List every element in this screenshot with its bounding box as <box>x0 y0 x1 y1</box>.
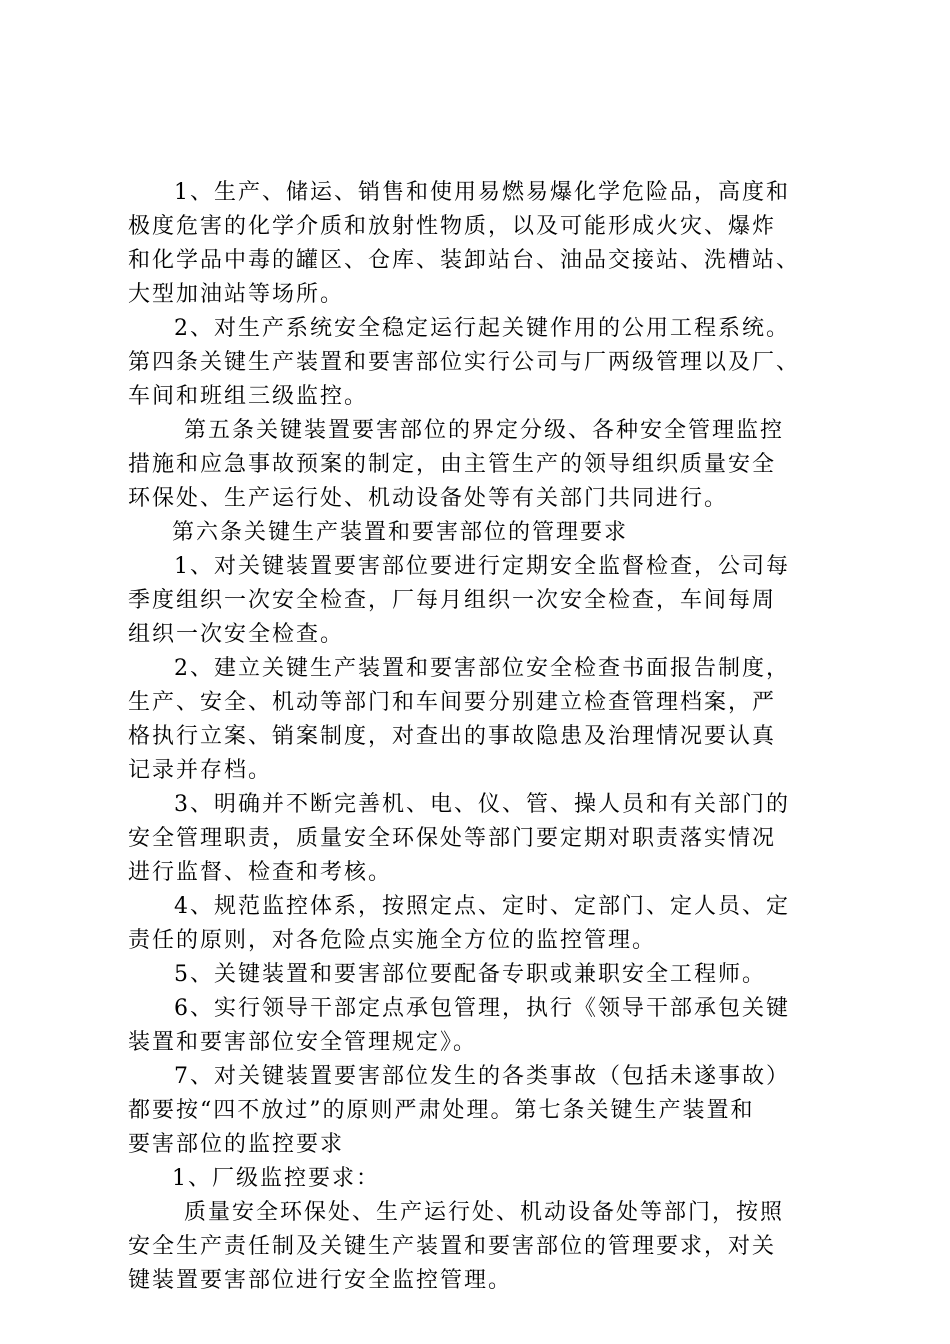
text-line: 6、实行领导干部定点承包管理，执行《领导干部承包关键 <box>174 996 790 1021</box>
text-line: 第四条关键生产装置和要害部位实行公司与厂两级管理以及厂、 <box>128 350 801 375</box>
text-line: 大型加油站等场所。 <box>128 282 345 307</box>
text-line: 1、生产、储运、销售和使用易燃易爆化学危险品，高度和 <box>174 180 790 205</box>
text-line: 安全生产责任制及关键生产装置和要害部位的管理要求，对关 <box>128 1234 777 1259</box>
text-line: 7、对关键装置要害部位发生的各类事故（包括未遂事故） <box>174 1064 790 1089</box>
text-line: 进行监督、检查和考核。 <box>128 860 393 885</box>
text-line: 车间和班组三级监控。 <box>128 384 369 409</box>
text-line: 5、关键装置和要害部位要配备专职或兼职安全工程师。 <box>174 962 766 987</box>
text-line: 1、厂级监控要求： <box>172 1166 380 1191</box>
text-line: 记录并存档。 <box>128 758 273 783</box>
text-line: 质量安全环保处、生产运行处、机动设备处等部门，按照 <box>184 1200 785 1225</box>
text-line: 装置和要害部位安全管理规定》。 <box>128 1030 478 1055</box>
text-line: 格执行立案、销案制度，对查出的事故隐患及治理情况要认真 <box>128 724 777 749</box>
text-line: 第五条关键装置要害部位的界定分级、各种安全管理监控 <box>184 418 785 443</box>
text-line: 要害部位的监控要求 <box>128 1132 345 1157</box>
text-line: 环保处、生产运行处、机动设备处等有关部门共同进行。 <box>128 486 729 511</box>
text-line: 2、对生产系统安全稳定运行起关键作用的公用工程系统。 <box>174 316 790 341</box>
text-line: 第六条关键生产装置和要害部位的管理要求 <box>172 520 629 545</box>
text-line: 键装置要害部位进行安全监控管理。 <box>128 1268 513 1293</box>
text-line: 都要按“四不放过”的原则严肃处理。第七条关键生产装置和 <box>128 1098 755 1123</box>
text-line: 安全管理职责，质量安全环保处等部门要定期对职责落实情况 <box>128 826 777 851</box>
text-line: 组织一次安全检查。 <box>128 622 345 647</box>
text-line: 责任的原则，对各危险点实施全方位的监控管理。 <box>128 928 657 953</box>
text-line: 极度危害的化学介质和放射性物质，以及可能形成火灾、爆炸 <box>128 214 777 239</box>
text-line: 2、建立关键生产装置和要害部位安全检查书面报告制度， <box>174 656 790 681</box>
text-line: 4、规范监控体系，按照定点、定时、定部门、定人员、定 <box>174 894 790 919</box>
text-line: 和化学品中毒的罐区、仓库、装卸站台、油品交接站、洗槽站、 <box>128 248 801 273</box>
text-line: 3、明确并不断完善机、电、仪、管、操人员和有关部门的 <box>174 792 790 817</box>
text-line: 季度组织一次安全检查，厂每月组织一次安全检查，车间每周 <box>128 588 777 613</box>
text-line: 生产、安全、机动等部门和车间要分别建立检查管理档案，严 <box>128 690 777 715</box>
text-line: 措施和应急事故预案的制定，由主管生产的领导组织质量安全 <box>128 452 777 477</box>
text-line: 1、对关键装置要害部位要进行定期安全监督检查，公司每 <box>174 554 790 579</box>
document-body <box>128 176 828 1298</box>
